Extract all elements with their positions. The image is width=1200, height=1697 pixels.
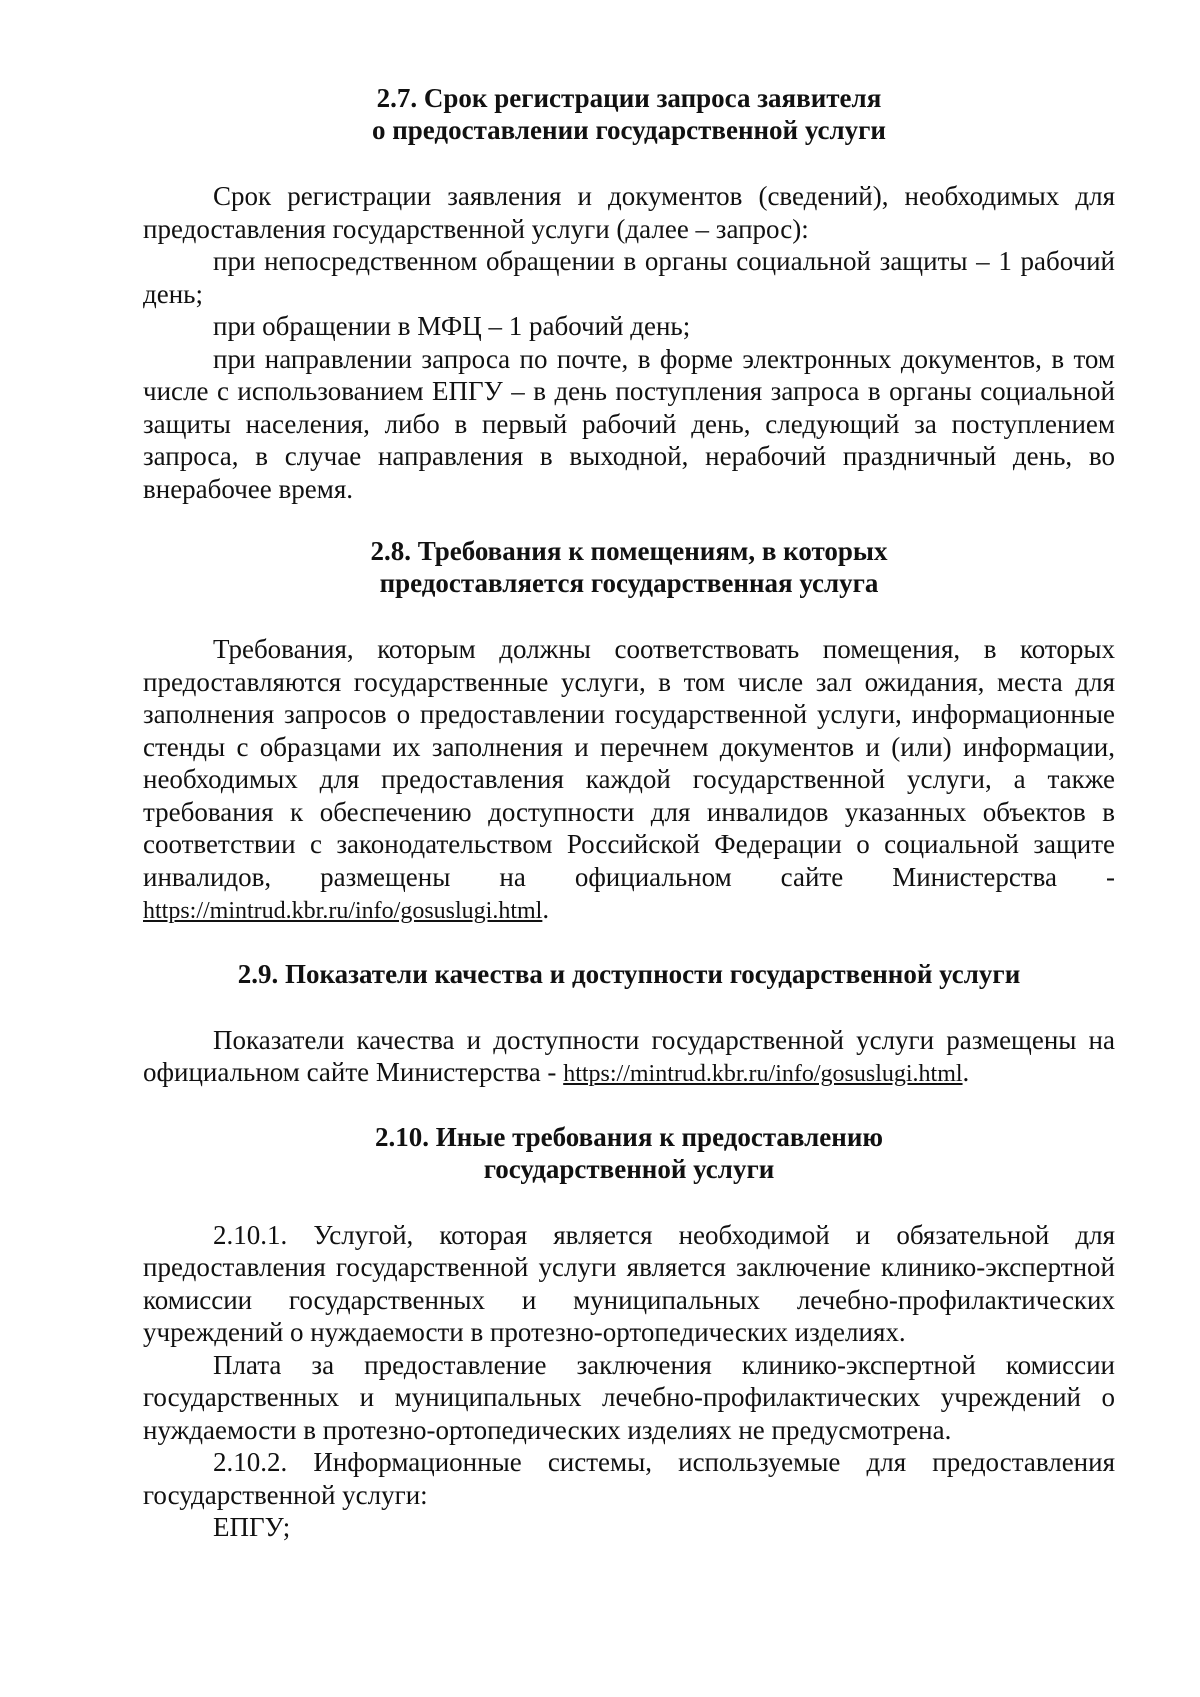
paragraph-end: . bbox=[542, 894, 550, 924]
paragraph: 2.10.2. Информационные системы, используемые для предоставления государственной услуги: bbox=[143, 1447, 1115, 1510]
heading-line: 2.7. Срок регистрации запроса заявителя bbox=[376, 83, 882, 113]
paragraph: Срок регистрации заявления и документов (сведений), необходимых для предоставления государственной услуги (далее – запрос): bbox=[143, 181, 1115, 244]
paragraph: при непосредственном обращении в органы социальной защиты – 1 рабочий день; bbox=[143, 246, 1115, 309]
paragraph: 2.10.1. Услугой, которая является необходимой и обязательной для предоставления государственной услуги является заключение клинико-экспертной комиссии государственных и муниципальных лечебно-профилактических учреждений о нуждаемости в протезно-ортопедических изделиях. bbox=[143, 1219, 1115, 1347]
heading-line: предоставляется государственная услуга bbox=[379, 568, 879, 598]
section-2-7-heading bbox=[143, 82, 1115, 146]
paragraph: Плата за предоставление заключения клинико-экспертной комиссии государственных и муниципальных лечебно-профилактических учреждений о нуждаемости в протезно-ортопедических изделиях не предусмотрена. bbox=[143, 1349, 1115, 1445]
heading-line: 2.8. Требования к помещениям, в которых bbox=[370, 536, 888, 566]
paragraph-end: . bbox=[962, 1057, 970, 1087]
heading-line: государственной услуги bbox=[483, 1153, 775, 1184]
ministry-link[interactable]: https://mintrud.kbr.ru/info/gosuslugi.html bbox=[563, 1061, 963, 1087]
section-2-10-heading bbox=[143, 1121, 1115, 1185]
paragraph bbox=[143, 1024, 1115, 1091]
section-2-8-heading bbox=[143, 535, 1115, 599]
paragraph bbox=[143, 633, 1115, 928]
heading-line: 2.10. Иные требования к предоставлению bbox=[374, 1121, 884, 1152]
heading-line: о предоставлении государственной услуги bbox=[371, 115, 886, 145]
document-page bbox=[143, 82, 1115, 1544]
paragraph: при направлении запроса по почте, в форме электронных документов, в том числе с использованием ЕПГУ – в день поступления запроса в органы социальной защиты населения, либо в первый рабочий день, следующий за поступлением запроса, в случае направления в выходной, нерабочий праздничный день, во внерабочее время. bbox=[143, 343, 1115, 504]
ministry-link[interactable]: https://mintrud.kbr.ru/info/gosuslugi.html bbox=[143, 898, 543, 924]
heading-line: 2.9. Показатели качества и доступности государственной услуги bbox=[237, 958, 1021, 989]
paragraph-text: Требования, которым должны соответствовать помещения, в которых предоставляются государственные услуги, в том числе зал ожидания, места для заполнения запросов о предоставлении государственной услуги, информационные стенды с образцами их заполнения и перечнем документов и (или) информации, необходимых для предоставления каждой государственной услуги, а также требования к обеспечению доступности для инвалидов указанных объектов в соответствии с законодательством Российской Федерации о социальной защите инвалидов, размещены на официальном сайте Министерства - bbox=[143, 634, 1115, 892]
paragraph: при обращении в МФЦ – 1 рабочий день; bbox=[213, 311, 691, 341]
paragraph-text: Показатели качества и доступности государственной услуги размещены на официальном сайте Министерства - bbox=[143, 1024, 1115, 1087]
section-2-9-heading bbox=[143, 958, 1115, 990]
paragraph: ЕПГУ; bbox=[213, 1512, 291, 1542]
